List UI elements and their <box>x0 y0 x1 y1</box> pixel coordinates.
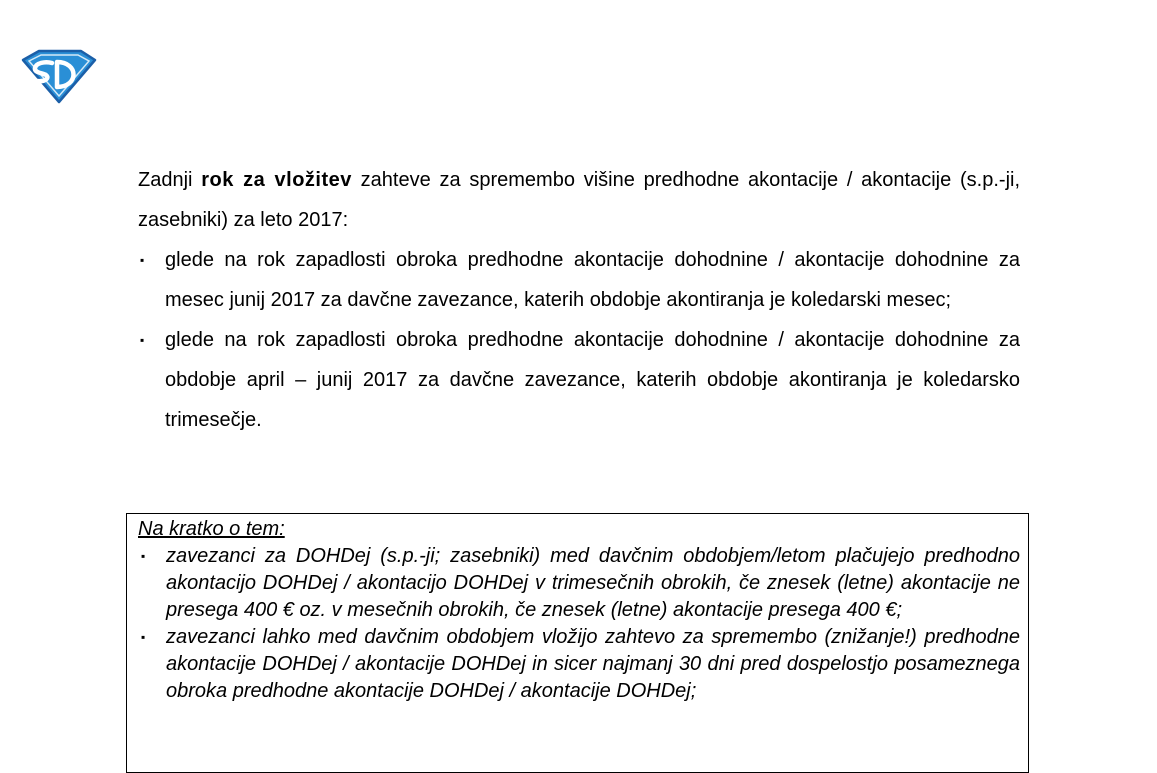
summary-title: Na kratko o tem: <box>138 518 285 540</box>
intro-lead-before: Zadnji <box>138 169 202 191</box>
summary-list-item <box>138 543 1020 624</box>
intro-lead-after: zahteve za spremembo višine predhodne akontacije / akontacije (s.p.-ji, zasebniki) za leto 2017: <box>138 169 1021 231</box>
company-logo <box>21 48 97 104</box>
intro-list-item <box>138 320 1020 440</box>
intro-lead-paragraph <box>138 160 1020 240</box>
intro-section <box>138 160 1020 440</box>
summary-box <box>126 513 1029 773</box>
summary-list-item-text: zavezanci lahko med davčnim obdobjem vložijo zahtevo za spremembo (znižanje!) predhodne akontacije DOHDej / akontacije DOHDej in sicer najmanj 30 dni pred dospelostjo posameznega obroka predhodne akontacije DOHDej / akontacije DOHDej; <box>166 626 1020 702</box>
bullet-icon: ▪ <box>141 549 146 563</box>
shield-logo-icon <box>21 48 97 104</box>
bullet-icon: ▪ <box>141 630 146 644</box>
bullet-icon: ▪ <box>140 253 145 267</box>
summary-list-item <box>138 624 1020 705</box>
intro-bullet-list <box>138 240 1020 440</box>
intro-list-item <box>138 240 1020 320</box>
summary-list-item-text: zavezanci za DOHDej (s.p.-ji; zasebniki) med davčnim obdobjem/letom plačujejo predhodno akontacijo DOHDej / akontacijo DOHDej v trimesečnih obrokih, če znesek (letne) akontacije ne presega 400 € oz. v mesečnih obrokih, če znesek (letne) akontacije presega 400 €; <box>166 545 1020 621</box>
summary-bullet-list <box>138 543 1020 705</box>
bullet-icon: ▪ <box>140 333 145 347</box>
intro-list-item-text: glede na rok zapadlosti obroka predhodne akontacije dohodnine / akontacije dohodnine za obdobje april – junij 2017 za davčne zavezance, katerih obdobje akontiranja je koledarsko trimesečje. <box>165 329 1020 431</box>
intro-lead-bold: rok za vložitev <box>201 169 352 191</box>
intro-list-item-text: glede na rok zapadlosti obroka predhodne akontacije dohodnine / akontacije dohodnine za mesec junij 2017 za davčne zavezance, katerih obdobje akontiranja je koledarski mesec; <box>165 249 1020 311</box>
